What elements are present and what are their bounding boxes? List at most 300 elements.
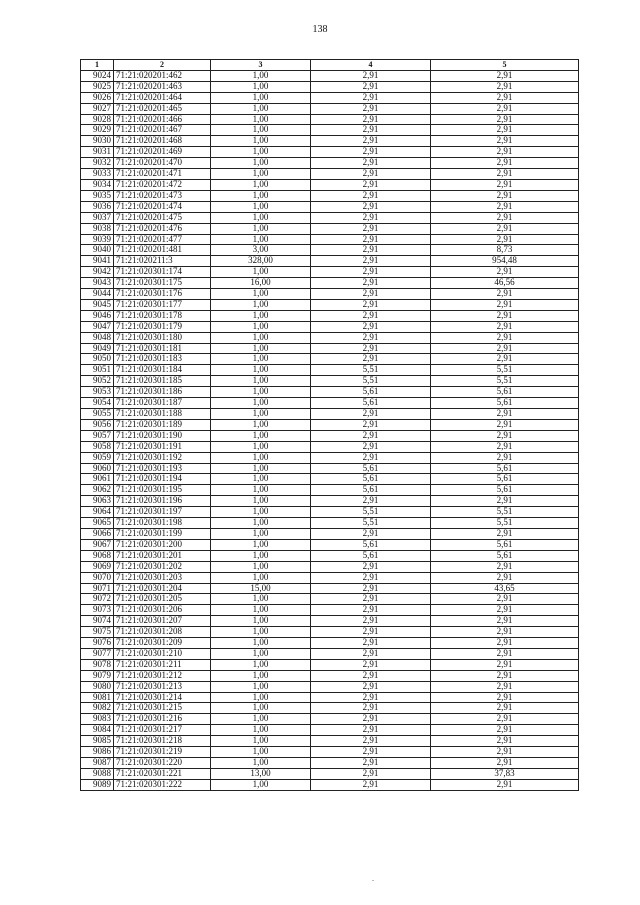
- cadastral-number-cell: 71:21:020211:3: [114, 256, 211, 267]
- table-row: [81, 714, 579, 725]
- quantity-cell: 1,00: [211, 627, 311, 638]
- rate-cell: 2,91: [311, 147, 431, 158]
- total-cell: 5,61: [431, 539, 579, 550]
- total-cell: 2,91: [431, 212, 579, 223]
- cadastral-number-cell: 71:21:020301:198: [114, 518, 211, 529]
- column-header: 5: [431, 60, 579, 71]
- cadastral-number-cell: 71:21:020301:220: [114, 758, 211, 769]
- row-number-cell: 9045: [81, 299, 114, 310]
- table-row: [81, 179, 579, 190]
- total-cell: 8,73: [431, 245, 579, 256]
- row-number-cell: 9063: [81, 496, 114, 507]
- total-cell: 5,51: [431, 518, 579, 529]
- cadastral-number-cell: 71:21:020301:193: [114, 463, 211, 474]
- table-row: [81, 136, 579, 147]
- rate-cell: 2,91: [311, 256, 431, 267]
- rate-cell: 2,91: [311, 103, 431, 114]
- total-cell: 5,61: [431, 485, 579, 496]
- rate-cell: 2,91: [311, 496, 431, 507]
- row-number-cell: 9047: [81, 321, 114, 332]
- quantity-cell: 1,00: [211, 758, 311, 769]
- row-number-cell: 9056: [81, 419, 114, 430]
- cadastral-number-cell: 71:21:020301:211: [114, 659, 211, 670]
- quantity-cell: 1,00: [211, 638, 311, 649]
- quantity-cell: 1,00: [211, 136, 311, 147]
- rate-cell: 2,91: [311, 452, 431, 463]
- quantity-cell: 1,00: [211, 169, 311, 180]
- table-row: [81, 321, 579, 332]
- cadastral-number-cell: 71:21:020201:468: [114, 136, 211, 147]
- cadastral-number-cell: 71:21:020301:203: [114, 572, 211, 583]
- cadastral-number-cell: 71:21:020201:469: [114, 147, 211, 158]
- total-cell: 46,56: [431, 278, 579, 289]
- total-cell: 2,91: [431, 648, 579, 659]
- table-row: [81, 463, 579, 474]
- cadastral-number-cell: 71:21:020301:209: [114, 638, 211, 649]
- quantity-cell: 1,00: [211, 81, 311, 92]
- rate-cell: 2,91: [311, 758, 431, 769]
- quantity-cell: 1,00: [211, 212, 311, 223]
- total-cell: 5,51: [431, 507, 579, 518]
- row-number-cell: 9069: [81, 561, 114, 572]
- header-row: [81, 60, 579, 71]
- row-number-cell: 9025: [81, 81, 114, 92]
- rate-cell: 2,91: [311, 212, 431, 223]
- total-cell: 2,91: [431, 528, 579, 539]
- cadastral-number-cell: 71:21:020301:188: [114, 409, 211, 420]
- row-number-cell: 9051: [81, 365, 114, 376]
- rate-cell: 2,91: [311, 670, 431, 681]
- total-cell: 2,91: [431, 92, 579, 103]
- rate-cell: 2,91: [311, 332, 431, 343]
- table-row: [81, 539, 579, 550]
- rate-cell: 5,61: [311, 550, 431, 561]
- quantity-cell: 1,00: [211, 507, 311, 518]
- cadastral-number-cell: 71:21:020301:195: [114, 485, 211, 496]
- cadastral-number-cell: 71:21:020301:206: [114, 605, 211, 616]
- table-row: [81, 310, 579, 321]
- row-number-cell: 9067: [81, 539, 114, 550]
- row-number-cell: 9028: [81, 114, 114, 125]
- cadastral-number-cell: 71:21:020301:222: [114, 779, 211, 790]
- total-cell: 5,61: [431, 463, 579, 474]
- table-row: [81, 768, 579, 779]
- quantity-cell: 1,00: [211, 223, 311, 234]
- rate-cell: 2,91: [311, 594, 431, 605]
- row-number-cell: 9076: [81, 638, 114, 649]
- quantity-cell: 1,00: [211, 659, 311, 670]
- row-number-cell: 9073: [81, 605, 114, 616]
- cadastral-number-cell: 71:21:020301:217: [114, 725, 211, 736]
- rate-cell: 2,91: [311, 409, 431, 420]
- quantity-cell: 1,00: [211, 114, 311, 125]
- rate-cell: 2,91: [311, 605, 431, 616]
- table-row: [81, 572, 579, 583]
- rate-cell: 2,91: [311, 223, 431, 234]
- rate-cell: 2,91: [311, 158, 431, 169]
- row-number-cell: 9038: [81, 223, 114, 234]
- rate-cell: 2,91: [311, 70, 431, 81]
- total-cell: 2,91: [431, 70, 579, 81]
- quantity-cell: 1,00: [211, 289, 311, 300]
- rate-cell: 2,91: [311, 179, 431, 190]
- rate-cell: 2,91: [311, 681, 431, 692]
- total-cell: 2,91: [431, 409, 579, 420]
- quantity-cell: 1,00: [211, 321, 311, 332]
- quantity-cell: 1,00: [211, 474, 311, 485]
- rate-cell: 2,91: [311, 169, 431, 180]
- quantity-cell: 328,00: [211, 256, 311, 267]
- rate-cell: 2,91: [311, 343, 431, 354]
- row-number-cell: 9078: [81, 659, 114, 670]
- rate-cell: 2,91: [311, 747, 431, 758]
- total-cell: 2,91: [431, 747, 579, 758]
- table-row: [81, 528, 579, 539]
- total-cell: 2,91: [431, 201, 579, 212]
- rate-cell: 2,91: [311, 583, 431, 594]
- quantity-cell: 1,00: [211, 190, 311, 201]
- table-row: [81, 70, 579, 81]
- table-row: [81, 201, 579, 212]
- total-cell: 43,65: [431, 583, 579, 594]
- table-row: [81, 725, 579, 736]
- row-number-cell: 9060: [81, 463, 114, 474]
- total-cell: 2,91: [431, 299, 579, 310]
- row-number-cell: 9035: [81, 190, 114, 201]
- table-row: [81, 245, 579, 256]
- rate-cell: 2,91: [311, 81, 431, 92]
- quantity-cell: 16,00: [211, 278, 311, 289]
- total-cell: 5,61: [431, 550, 579, 561]
- table-row: [81, 299, 579, 310]
- rate-cell: 2,91: [311, 736, 431, 747]
- row-number-cell: 9082: [81, 703, 114, 714]
- total-cell: 954,48: [431, 256, 579, 267]
- cadastral-number-cell: 71:21:020201:474: [114, 201, 211, 212]
- quantity-cell: 1,00: [211, 332, 311, 343]
- table-row: [81, 343, 579, 354]
- table-row: [81, 398, 579, 409]
- table-row: [81, 289, 579, 300]
- row-number-cell: 9068: [81, 550, 114, 561]
- row-number-cell: 9079: [81, 670, 114, 681]
- total-cell: 2,91: [431, 572, 579, 583]
- cadastral-number-cell: 71:21:020301:199: [114, 528, 211, 539]
- table-row: [81, 223, 579, 234]
- table-row: [81, 550, 579, 561]
- rate-cell: 2,91: [311, 616, 431, 627]
- rate-cell: 5,51: [311, 365, 431, 376]
- cadastral-number-cell: 71:21:020301:216: [114, 714, 211, 725]
- quantity-cell: 1,00: [211, 496, 311, 507]
- quantity-cell: 1,00: [211, 539, 311, 550]
- rate-cell: 5,61: [311, 463, 431, 474]
- row-number-cell: 9087: [81, 758, 114, 769]
- row-number-cell: 9058: [81, 441, 114, 452]
- total-cell: 5,61: [431, 398, 579, 409]
- table-row: [81, 354, 579, 365]
- table-header: [81, 60, 579, 71]
- quantity-cell: 1,00: [211, 365, 311, 376]
- total-cell: 2,91: [431, 234, 579, 245]
- row-number-cell: 9040: [81, 245, 114, 256]
- rate-cell: 2,91: [311, 267, 431, 278]
- table-row: [81, 114, 579, 125]
- total-cell: 2,91: [431, 419, 579, 430]
- row-number-cell: 9059: [81, 452, 114, 463]
- cadastral-number-cell: 71:21:020301:187: [114, 398, 211, 409]
- row-number-cell: 9083: [81, 714, 114, 725]
- table-row: [81, 692, 579, 703]
- total-cell: 2,91: [431, 169, 579, 180]
- total-cell: 2,91: [431, 627, 579, 638]
- cadastral-number-cell: 71:21:020301:185: [114, 376, 211, 387]
- column-header: 3: [211, 60, 311, 71]
- cadastral-number-cell: 71:21:020201:462: [114, 70, 211, 81]
- row-number-cell: 9053: [81, 387, 114, 398]
- cadastral-number-cell: 71:21:020301:202: [114, 561, 211, 572]
- rate-cell: 2,91: [311, 190, 431, 201]
- cadastral-number-cell: 71:21:020301:175: [114, 278, 211, 289]
- quantity-cell: 1,00: [211, 725, 311, 736]
- column-header: 4: [311, 60, 431, 71]
- cadastral-number-cell: 71:21:020301:186: [114, 387, 211, 398]
- table-row: [81, 518, 579, 529]
- table-row: [81, 234, 579, 245]
- total-cell: 2,91: [431, 496, 579, 507]
- cadastral-number-cell: 71:21:020201:477: [114, 234, 211, 245]
- quantity-cell: 1,00: [211, 528, 311, 539]
- quantity-cell: 1,00: [211, 648, 311, 659]
- cadastral-number-cell: 71:21:020301:180: [114, 332, 211, 343]
- row-number-cell: 9054: [81, 398, 114, 409]
- quantity-cell: 13,00: [211, 768, 311, 779]
- rate-cell: 2,91: [311, 703, 431, 714]
- rate-cell: 2,91: [311, 310, 431, 321]
- quantity-cell: 1,00: [211, 692, 311, 703]
- table-row: [81, 758, 579, 769]
- table-row: [81, 452, 579, 463]
- row-number-cell: 9050: [81, 354, 114, 365]
- data-table: [80, 59, 579, 791]
- cadastral-number-cell: 71:21:020201:481: [114, 245, 211, 256]
- rate-cell: 5,51: [311, 376, 431, 387]
- row-number-cell: 9024: [81, 70, 114, 81]
- quantity-cell: 1,00: [211, 670, 311, 681]
- cadastral-number-cell: 71:21:020301:208: [114, 627, 211, 638]
- cadastral-number-cell: 71:21:020201:473: [114, 190, 211, 201]
- quantity-cell: 1,00: [211, 125, 311, 136]
- row-number-cell: 9070: [81, 572, 114, 583]
- rate-cell: 2,91: [311, 289, 431, 300]
- total-cell: 5,51: [431, 376, 579, 387]
- cadastral-number-cell: 71:21:020201:470: [114, 158, 211, 169]
- cadastral-number-cell: 71:21:020201:465: [114, 103, 211, 114]
- rate-cell: 5,61: [311, 398, 431, 409]
- quantity-cell: 1,00: [211, 310, 311, 321]
- table-row: [81, 81, 579, 92]
- table-row: [81, 594, 579, 605]
- quantity-cell: 1,00: [211, 158, 311, 169]
- table-row: [81, 616, 579, 627]
- row-number-cell: 9064: [81, 507, 114, 518]
- total-cell: 2,91: [431, 659, 579, 670]
- quantity-cell: 1,00: [211, 703, 311, 714]
- rate-cell: 5,61: [311, 474, 431, 485]
- cadastral-number-cell: 71:21:020301:181: [114, 343, 211, 354]
- cadastral-number-cell: 71:21:020301:197: [114, 507, 211, 518]
- cadastral-number-cell: 71:21:020301:204: [114, 583, 211, 594]
- cadastral-number-cell: 71:21:020301:174: [114, 267, 211, 278]
- quantity-cell: 1,00: [211, 747, 311, 758]
- row-number-cell: 9044: [81, 289, 114, 300]
- total-cell: 5,61: [431, 474, 579, 485]
- total-cell: 2,91: [431, 343, 579, 354]
- scan-mark: [372, 880, 374, 881]
- rate-cell: 2,91: [311, 430, 431, 441]
- table-row: [81, 659, 579, 670]
- total-cell: 2,91: [431, 147, 579, 158]
- table-row: [81, 125, 579, 136]
- row-number-cell: 9036: [81, 201, 114, 212]
- total-cell: 2,91: [431, 158, 579, 169]
- quantity-cell: 1,00: [211, 561, 311, 572]
- rate-cell: 2,91: [311, 234, 431, 245]
- quantity-cell: 1,00: [211, 354, 311, 365]
- table-row: [81, 779, 579, 790]
- table-row: [81, 747, 579, 758]
- total-cell: 2,91: [431, 103, 579, 114]
- row-number-cell: 9057: [81, 430, 114, 441]
- table-row: [81, 681, 579, 692]
- row-number-cell: 9055: [81, 409, 114, 420]
- rate-cell: 2,91: [311, 114, 431, 125]
- cadastral-number-cell: 71:21:020301:210: [114, 648, 211, 659]
- row-number-cell: 9046: [81, 310, 114, 321]
- table-row: [81, 365, 579, 376]
- total-cell: 2,91: [431, 714, 579, 725]
- total-cell: 2,91: [431, 670, 579, 681]
- rate-cell: 2,91: [311, 768, 431, 779]
- rate-cell: 2,91: [311, 441, 431, 452]
- table-row: [81, 376, 579, 387]
- quantity-cell: 1,00: [211, 736, 311, 747]
- quantity-cell: 1,00: [211, 550, 311, 561]
- row-number-cell: 9065: [81, 518, 114, 529]
- cadastral-number-cell: 71:21:020301:183: [114, 354, 211, 365]
- rate-cell: 5,61: [311, 387, 431, 398]
- total-cell: 5,61: [431, 387, 579, 398]
- cadastral-number-cell: 71:21:020301:214: [114, 692, 211, 703]
- rate-cell: 2,91: [311, 201, 431, 212]
- row-number-cell: 9026: [81, 92, 114, 103]
- cadastral-number-cell: 71:21:020301:192: [114, 452, 211, 463]
- table-row: [81, 256, 579, 267]
- cadastral-number-cell: 71:21:020301:191: [114, 441, 211, 452]
- rate-cell: 2,91: [311, 321, 431, 332]
- page-number: 138: [312, 24, 328, 35]
- quantity-cell: 1,00: [211, 616, 311, 627]
- table-row: [81, 670, 579, 681]
- quantity-cell: 1,00: [211, 714, 311, 725]
- rate-cell: 2,91: [311, 354, 431, 365]
- quantity-cell: 1,00: [211, 441, 311, 452]
- cadastral-number-cell: 71:21:020201:464: [114, 92, 211, 103]
- table-row: [81, 441, 579, 452]
- quantity-cell: 1,00: [211, 299, 311, 310]
- table-row: [81, 409, 579, 420]
- row-number-cell: 9086: [81, 747, 114, 758]
- row-number-cell: 9037: [81, 212, 114, 223]
- total-cell: 2,91: [431, 441, 579, 452]
- cadastral-number-cell: 71:21:020301:196: [114, 496, 211, 507]
- total-cell: 2,91: [431, 136, 579, 147]
- row-number-cell: 9085: [81, 736, 114, 747]
- cadastral-number-cell: 71:21:020201:471: [114, 169, 211, 180]
- quantity-cell: 1,00: [211, 409, 311, 420]
- row-number-cell: 9041: [81, 256, 114, 267]
- cadastral-number-cell: 71:21:020301:190: [114, 430, 211, 441]
- cadastral-number-cell: 71:21:020301:189: [114, 419, 211, 430]
- row-number-cell: 9043: [81, 278, 114, 289]
- total-cell: 2,91: [431, 354, 579, 365]
- rate-cell: 5,61: [311, 539, 431, 550]
- table-row: [81, 212, 579, 223]
- table-row: [81, 507, 579, 518]
- row-number-cell: 9052: [81, 376, 114, 387]
- rate-cell: 5,51: [311, 507, 431, 518]
- total-cell: 2,91: [431, 681, 579, 692]
- rate-cell: 5,51: [311, 518, 431, 529]
- cadastral-number-cell: 71:21:020301:194: [114, 474, 211, 485]
- total-cell: 2,91: [431, 310, 579, 321]
- quantity-cell: 1,00: [211, 234, 311, 245]
- rate-cell: 2,91: [311, 299, 431, 310]
- row-number-cell: 9066: [81, 528, 114, 539]
- rate-cell: 2,91: [311, 648, 431, 659]
- rate-cell: 2,91: [311, 245, 431, 256]
- cadastral-number-cell: 71:21:020301:184: [114, 365, 211, 376]
- rate-cell: 2,91: [311, 136, 431, 147]
- table-row: [81, 419, 579, 430]
- total-cell: 2,91: [431, 179, 579, 190]
- cadastral-number-cell: 71:21:020301:177: [114, 299, 211, 310]
- row-number-cell: 9042: [81, 267, 114, 278]
- total-cell: 2,91: [431, 638, 579, 649]
- table-row: [81, 638, 579, 649]
- cadastral-number-cell: 71:21:020301:201: [114, 550, 211, 561]
- table-row: [81, 103, 579, 114]
- total-cell: 2,91: [431, 703, 579, 714]
- table-row: [81, 267, 579, 278]
- row-number-cell: 9049: [81, 343, 114, 354]
- rate-cell: 2,91: [311, 419, 431, 430]
- row-number-cell: 9075: [81, 627, 114, 638]
- rate-cell: 5,61: [311, 485, 431, 496]
- table-row: [81, 190, 579, 201]
- table-row: [81, 627, 579, 638]
- row-number-cell: 9048: [81, 332, 114, 343]
- total-cell: 2,91: [431, 267, 579, 278]
- table-row: [81, 485, 579, 496]
- quantity-cell: 1,00: [211, 376, 311, 387]
- cadastral-number-cell: 71:21:020201:467: [114, 125, 211, 136]
- row-number-cell: 9032: [81, 158, 114, 169]
- cadastral-number-cell: 71:21:020201:466: [114, 114, 211, 125]
- total-cell: 2,91: [431, 223, 579, 234]
- cadastral-number-cell: 71:21:020301:205: [114, 594, 211, 605]
- quantity-cell: 1,00: [211, 485, 311, 496]
